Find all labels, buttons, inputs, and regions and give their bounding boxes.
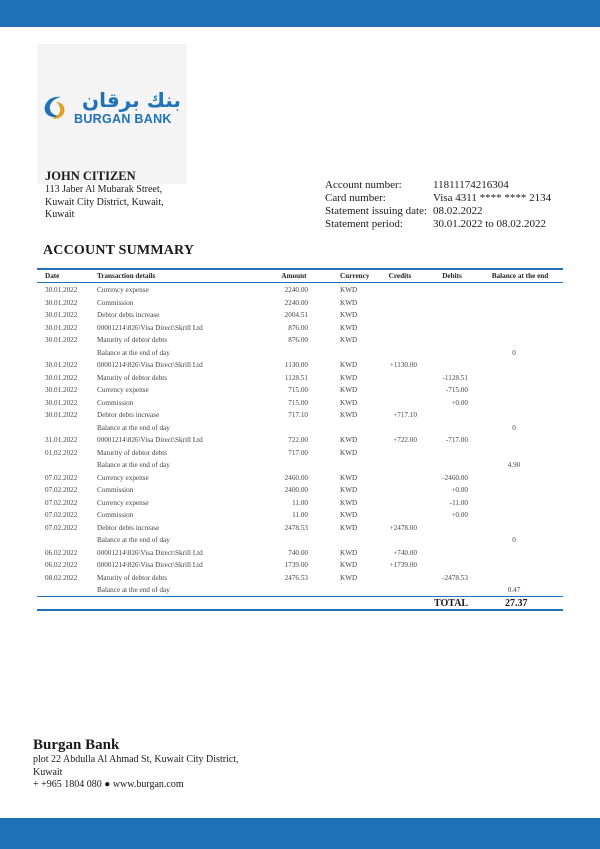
- cell-currency: KWD: [340, 298, 358, 307]
- footer-address-line: Kuwait: [33, 766, 63, 778]
- cell-date: 30.01.2022: [45, 386, 78, 394]
- cell-details: 00001214\826\Visa Direct\Skrill Ltd: [97, 548, 203, 557]
- cell-currency: KWD: [340, 473, 358, 482]
- customer-name: JOHN CITIZEN: [45, 169, 136, 183]
- cell-currency: KWD: [340, 411, 358, 419]
- cell-details: Maturity of debtor debts: [97, 448, 168, 457]
- card-number-value: Visa 4311 **** **** 2134: [433, 192, 552, 204]
- cell-details: Balance at the end of day: [97, 461, 170, 469]
- cell-details: 00001214\826\Visa Direct\Skrill Ltd: [97, 436, 203, 444]
- cell-currency: KWD: [340, 286, 358, 294]
- cell-currency: KWD: [340, 398, 358, 407]
- cell-credits: +1739.00: [389, 561, 417, 569]
- cell-date: 06.02.2022: [45, 561, 78, 569]
- cell-date: 08.02.2022: [45, 573, 78, 582]
- cell-details: Commission: [97, 298, 134, 307]
- bank-name-latin: BURGAN BANK: [74, 112, 172, 126]
- cell-amount: 715.00: [288, 398, 308, 407]
- footer-address-line: plot 22 Abdulla Al Ahmad St, Kuwait City District,: [33, 754, 239, 765]
- cell-details: Maturity of debtor debts: [97, 373, 168, 382]
- cell-currency: KWD: [340, 548, 358, 557]
- cell-debits: -2460.00: [442, 473, 468, 482]
- cell-debits: -1128.51: [442, 373, 468, 382]
- issuing-date-value: 08.02.2022: [433, 205, 483, 217]
- cell-date: 07.02.2022: [45, 486, 78, 494]
- cell-amount: 2460.00: [284, 473, 308, 482]
- cell-currency: KWD: [340, 511, 358, 519]
- cell-date: 30.01.2022: [45, 323, 78, 332]
- cell-date: 30.01.2022: [45, 373, 78, 382]
- cell-amount: 722.00: [288, 436, 308, 444]
- cell-details: Currency expense: [97, 386, 149, 394]
- cell-debits: -11.00: [449, 498, 468, 507]
- cell-currency: KWD: [340, 561, 358, 569]
- table-total-rule: [37, 609, 563, 611]
- customer-address-line: 113 Jaber Al Mubarak Street,: [45, 184, 163, 195]
- cell-debits: -715.00: [445, 386, 468, 394]
- bank-name-arabic: بنك برقان: [82, 88, 181, 112]
- footer-contact-line: + +965 1804 080 ● www.burgan.com: [33, 779, 184, 790]
- cell-details: Balance at the end of day: [97, 536, 170, 544]
- cell-currency: KWD: [340, 498, 358, 507]
- cell-amount: 876.00: [288, 336, 308, 344]
- cell-credits: +717.10: [393, 411, 417, 419]
- cell-amount: 1128.51: [284, 373, 308, 382]
- cell-balance: 0: [512, 348, 516, 357]
- cell-currency: KWD: [340, 386, 358, 394]
- cell-amount: 11.00: [292, 511, 308, 519]
- cell-credits: +722.00: [393, 436, 417, 444]
- statement-period-label: Statement period:: [325, 218, 403, 230]
- total-value: 27.37: [505, 598, 528, 609]
- issuing-date-label: Statement issuing date:: [325, 205, 428, 217]
- cell-date: 30.01.2022: [45, 286, 78, 294]
- cell-amount: 2478.53: [284, 523, 308, 532]
- cell-amount: 2240.00: [284, 286, 308, 294]
- table-top-rule: [37, 268, 563, 270]
- cell-amount: 2400.00: [284, 486, 308, 494]
- cell-details: 00001214\826\Visa Direct\Skrill Ltd: [97, 561, 203, 569]
- card-number-label: Card number:: [325, 192, 386, 204]
- cell-date: 07.02.2022: [45, 473, 78, 482]
- cell-currency: KWD: [340, 486, 358, 494]
- account-number-label: Account number:: [325, 179, 402, 191]
- cell-balance: 0: [512, 536, 516, 544]
- cell-date: 30.01.2022: [45, 298, 78, 307]
- cell-details: Commission: [97, 511, 134, 519]
- header-band: [0, 0, 600, 27]
- cell-date: 07.02.2022: [45, 511, 78, 519]
- cell-balance: 4.90: [507, 461, 521, 469]
- cell-details: Debtor debts increase: [97, 411, 160, 419]
- footer-bank-name: Burgan Bank: [33, 737, 120, 753]
- cell-details: Maturity of debtor debts: [97, 336, 168, 344]
- cell-details: Balance at the end of day: [97, 586, 170, 594]
- cell-date: 31.01.2022: [45, 436, 78, 444]
- cell-date: 01.02.2022: [45, 448, 78, 457]
- column-header-currency: Currency: [340, 272, 370, 280]
- footer-band: [0, 818, 600, 849]
- burgan-emblem-icon: [41, 93, 69, 121]
- cell-details: Currency expense: [97, 473, 149, 482]
- cell-debits: -2478.53: [442, 573, 468, 582]
- cell-credits: +2478.00: [389, 523, 417, 532]
- cell-amount: 11.00: [292, 498, 308, 507]
- cell-balance: 0: [512, 423, 516, 432]
- cell-debits: +0.00: [451, 398, 468, 407]
- cell-details: Debtor debts increase: [97, 311, 160, 319]
- cell-currency: KWD: [340, 448, 358, 457]
- table-bottom-rule: [37, 596, 563, 597]
- cell-debits: +0.00: [451, 486, 468, 494]
- cell-details: Maturity of debtor debts: [97, 573, 168, 582]
- cell-currency: KWD: [340, 573, 358, 582]
- cell-credits: +740.00: [393, 548, 417, 557]
- cell-currency: KWD: [340, 361, 358, 369]
- column-header-credits: Credits: [388, 272, 412, 280]
- total-label: TOTAL: [434, 598, 469, 609]
- column-header-details: Transaction details: [97, 272, 156, 280]
- column-header-amount: Amount: [281, 272, 307, 280]
- cell-date: 30.01.2022: [45, 361, 78, 369]
- cell-amount: 1130.00: [284, 361, 308, 369]
- cell-date: 07.02.2022: [45, 498, 78, 507]
- footer-address: [33, 754, 239, 792]
- cell-date: 30.01.2022: [45, 311, 78, 319]
- cell-currency: KWD: [340, 436, 358, 444]
- cell-currency: KWD: [340, 311, 358, 319]
- customer-address: [45, 184, 164, 222]
- cell-amount: 740.00: [288, 548, 308, 557]
- cell-details: 00001214\826\Visa Direct\Skrill Ltd: [97, 323, 203, 332]
- cell-amount: 1739.00: [284, 561, 308, 569]
- cell-details: Commission: [97, 486, 134, 494]
- cell-amount: 876.00: [288, 323, 308, 332]
- cell-currency: KWD: [340, 373, 358, 382]
- cell-amount: 715.00: [288, 386, 308, 394]
- cell-amount: 2240.00: [284, 298, 308, 307]
- column-header-date: Date: [45, 272, 60, 280]
- cell-debits: -717.00: [445, 436, 468, 444]
- cell-details: Commission: [97, 398, 134, 407]
- customer-address-line: Kuwait City District, Kuwait,: [45, 196, 164, 208]
- cell-amount: 2004.51: [284, 311, 308, 319]
- cell-date: 30.01.2022: [45, 336, 78, 344]
- account-summary-title: ACCOUNT SUMMARY: [43, 243, 195, 258]
- cell-date: 06.02.2022: [45, 548, 78, 557]
- cell-debits: +0.00: [451, 511, 468, 519]
- bank-logo: [37, 44, 187, 184]
- cell-details: Balance at the end of day: [97, 423, 170, 432]
- cell-currency: KWD: [340, 523, 358, 532]
- cell-details: Currency expense: [97, 286, 149, 294]
- cell-date: 07.02.2022: [45, 523, 78, 532]
- column-header-debits: Debits: [442, 272, 462, 280]
- cell-details: Balance at the end of day: [97, 348, 170, 357]
- cell-amount: 717.00: [288, 448, 308, 457]
- cell-currency: KWD: [340, 323, 358, 332]
- cell-credits: +1130.00: [389, 361, 417, 369]
- account-number-value: 11811174216304: [433, 179, 509, 191]
- cell-details: Currency expense: [97, 498, 149, 507]
- customer-address-line: Kuwait: [45, 209, 75, 220]
- column-header-balance: Balance at the end: [491, 272, 549, 280]
- cell-details: Debtor debts increase: [97, 523, 160, 532]
- cell-details: 00001214\826\Visa Direct\Skrill Ltd: [97, 361, 203, 369]
- table-header-rule: [37, 282, 563, 283]
- cell-date: 30.01.2022: [45, 398, 78, 407]
- cell-amount: 717.10: [288, 411, 308, 419]
- cell-balance: 0.47: [507, 586, 521, 594]
- cell-amount: 2476.53: [284, 573, 308, 582]
- statement-period-value: 30.01.2022 to 08.02.2022: [433, 218, 547, 230]
- cell-currency: KWD: [340, 336, 358, 344]
- cell-date: 30.01.2022: [45, 411, 78, 419]
